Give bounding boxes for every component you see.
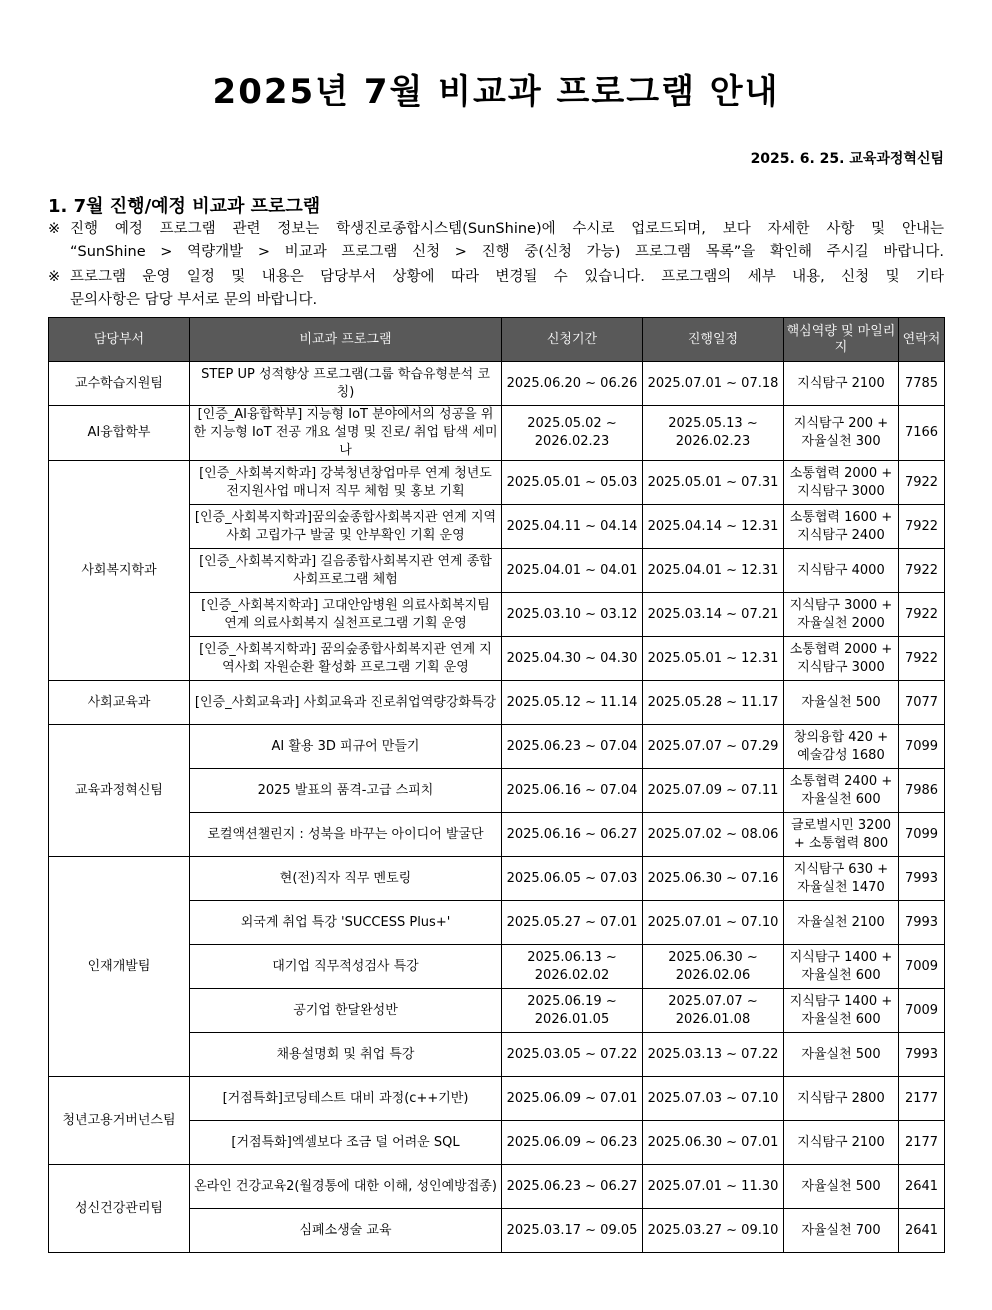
contact-cell: 7922: [899, 461, 945, 505]
date-line: 2025. 6. 25. 교육과정혁신팀: [750, 151, 944, 167]
program-cell: [인증_사회복지학과] 고대안암병원 의료사회복지팀 연계 의료사회복지 실천프로그램 기획 운영: [190, 593, 502, 637]
mileage-cell: 소통협력 2400 + 자율실천 600: [784, 769, 899, 813]
program-cell: [인증_사회복지학과] 길음종합사회복지관 연계 종합사회프로그램 체험: [190, 549, 502, 593]
contact-cell: 7785: [899, 362, 945, 406]
schedule-cell: 2025.07.09 ~ 07.11: [643, 769, 784, 813]
program-cell: [인증_사회복지학과]꿈의숲종합사회복지관 연계 지역사회 고립가구 발굴 및 안부확인 기획 운영: [190, 505, 502, 549]
mileage-cell: 글로벌시민 3200 + 소통협력 800: [784, 813, 899, 857]
program-cell: 온라인 건강교육2(월경통에 대한 이해, 성인예방접종): [190, 1165, 502, 1209]
mileage-cell: 지식탐구 200 + 자율실천 300: [784, 406, 899, 461]
apply-period-cell: 2025.05.01 ~ 05.03: [502, 461, 643, 505]
schedule-cell: 2025.06.30 ~ 07.01: [643, 1121, 784, 1165]
program-cell: 현(전)직자 직무 멘토링: [190, 857, 502, 901]
apply-period-cell: 2025.06.16 ~ 06.27: [502, 813, 643, 857]
header-schedule: 진행일정: [643, 318, 784, 362]
program-cell: [인증_AI융합학부] 지능형 IoT 분야에서의 성공을 위한 지능형 IoT 전공 개요 설명 및 진로/ 취업 탐색 세미나: [190, 406, 502, 461]
contact-cell: 7009: [899, 989, 945, 1033]
table-row: [49, 725, 945, 769]
apply-period-cell: 2025.06.23 ~ 06.27: [502, 1165, 643, 1209]
contact-cell: 7922: [899, 549, 945, 593]
program-cell: 공기업 한달완성반: [190, 989, 502, 1033]
program-cell: 심폐소생술 교육: [190, 1209, 502, 1253]
contact-cell: 7099: [899, 725, 945, 769]
schedule-cell: 2025.06.30 ~ 07.16: [643, 857, 784, 901]
note-line: 문의사항은 담당 부서로 문의 바랍니다.: [70, 292, 318, 308]
note-1: [48, 218, 944, 264]
schedule-cell: 2025.03.14 ~ 07.21: [643, 593, 784, 637]
note-2: [48, 266, 944, 312]
program-cell: 채용설명회 및 취업 특강: [190, 1033, 502, 1077]
mileage-cell: 소통협력 1600 + 지식탐구 2400: [784, 505, 899, 549]
schedule-cell: 2025.05.28 ~ 11.17: [643, 681, 784, 725]
schedule-cell: 2025.07.01 ~ 07.10: [643, 901, 784, 945]
apply-period-cell: 2025.06.20 ~ 06.26: [502, 362, 643, 406]
mileage-cell: 소통협력 2000 + 지식탐구 3000: [784, 637, 899, 681]
mileage-cell: 자율실천 700: [784, 1209, 899, 1253]
program-cell: 외국계 취업 특강 'SUCCESS Plus+': [190, 901, 502, 945]
apply-period-cell: 2025.03.17 ~ 09.05: [502, 1209, 643, 1253]
contact-cell: 7993: [899, 857, 945, 901]
mileage-cell: 자율실천 500: [784, 1165, 899, 1209]
apply-period-cell: 2025.05.02 ~ 2026.02.23: [502, 406, 643, 461]
program-cell: [인증_사회복지학과] 강북청년창업마루 연계 청년도전지원사업 매니저 직무 체험 및 홍보 기획: [190, 461, 502, 505]
table-row: [49, 1165, 945, 1209]
table-row: [49, 461, 945, 505]
contact-cell: 7009: [899, 945, 945, 989]
mileage-cell: 자율실천 500: [784, 681, 899, 725]
schedule-cell: 2025.05.13 ~ 2026.02.23: [643, 406, 784, 461]
header-contact: 연락처: [899, 318, 945, 362]
header-mileage: 핵심역량 및 마일리지: [784, 318, 899, 362]
contact-cell: 7099: [899, 813, 945, 857]
dept-cell: 성신건강관리팀: [49, 1165, 190, 1253]
dept-cell: AI융합학부: [49, 406, 190, 461]
dept-cell: 사회교육과: [49, 681, 190, 725]
program-cell: AI 활용 3D 피규어 만들기: [190, 725, 502, 769]
schedule-cell: 2025.04.14 ~ 12.31: [643, 505, 784, 549]
table-row: [49, 362, 945, 406]
apply-period-cell: 2025.06.09 ~ 06.23: [502, 1121, 643, 1165]
program-cell: [거점특화]엑셀보다 조금 덜 어려운 SQL: [190, 1121, 502, 1165]
program-cell: [인증_사회교육과] 사회교육과 진로취업역량강화특강: [190, 681, 502, 725]
mileage-cell: 지식탐구 2800: [784, 1077, 899, 1121]
schedule-cell: 2025.07.07 ~ 2026.01.08: [643, 989, 784, 1033]
contact-cell: 7922: [899, 637, 945, 681]
contact-cell: 7986: [899, 769, 945, 813]
apply-period-cell: 2025.06.13 ~ 2026.02.02: [502, 945, 643, 989]
contact-cell: 7993: [899, 901, 945, 945]
apply-period-cell: 2025.06.19 ~ 2026.01.05: [502, 989, 643, 1033]
schedule-cell: 2025.03.13 ~ 07.22: [643, 1033, 784, 1077]
mileage-cell: 지식탐구 1400 + 자율실천 600: [784, 989, 899, 1033]
schedule-cell: 2025.07.02 ~ 08.06: [643, 813, 784, 857]
apply-period-cell: 2025.06.23 ~ 07.04: [502, 725, 643, 769]
program-cell: [인증_사회복지학과] 꿈의숲종합사회복지관 연계 지역사회 자원순환 활성화 프로그램 기획 운영: [190, 637, 502, 681]
apply-period-cell: 2025.03.05 ~ 07.22: [502, 1033, 643, 1077]
table-row: [49, 681, 945, 725]
program-cell: [거점특화]코딩테스트 대비 과정(c++기반): [190, 1077, 502, 1121]
schedule-cell: 2025.03.27 ~ 09.10: [643, 1209, 784, 1253]
note-line: “SunShine > 역량개발 > 비교과 프로그램 신청 > 진행 중(신청 가능) 프로그램 목록”을 확인해 주시길 바랍니다.: [70, 244, 944, 260]
apply-period-cell: 2025.06.16 ~ 07.04: [502, 769, 643, 813]
mileage-cell: 지식탐구 3000 + 자율실천 2000: [784, 593, 899, 637]
program-cell: STEP UP 성적향상 프로그램(그룹 학습유형분석 코칭): [190, 362, 502, 406]
schedule-cell: 2025.05.01 ~ 07.31: [643, 461, 784, 505]
table-header-row: [49, 318, 945, 362]
apply-period-cell: 2025.04.11 ~ 04.14: [502, 505, 643, 549]
header-dept: 담당부서: [49, 318, 190, 362]
table-row: [49, 857, 945, 901]
apply-period-cell: 2025.05.27 ~ 07.01: [502, 901, 643, 945]
apply-period-cell: 2025.06.09 ~ 07.01: [502, 1077, 643, 1121]
apply-period-cell: 2025.04.01 ~ 04.01: [502, 549, 643, 593]
contact-cell: 7166: [899, 406, 945, 461]
schedule-cell: 2025.04.01 ~ 12.31: [643, 549, 784, 593]
note-line: 프로그램 운영 일정 및 내용은 담당부서 상황에 따라 변경될 수 있습니다. 프로그램의 세부 내용, 신청 및 기타: [70, 269, 944, 285]
schedule-cell: 2025.07.01 ~ 07.18: [643, 362, 784, 406]
schedule-cell: 2025.07.03 ~ 07.10: [643, 1077, 784, 1121]
header-apply: 신청기간: [502, 318, 643, 362]
note-mark: ※: [48, 269, 61, 285]
schedule-cell: 2025.07.01 ~ 11.30: [643, 1165, 784, 1209]
contact-cell: 2641: [899, 1165, 945, 1209]
dept-cell: 인재개발팀: [49, 857, 190, 1077]
mileage-cell: 자율실천 500: [784, 1033, 899, 1077]
schedule-cell: 2025.05.01 ~ 12.31: [643, 637, 784, 681]
program-table: [48, 317, 945, 1253]
mileage-cell: 지식탐구 2100: [784, 1121, 899, 1165]
schedule-cell: 2025.06.30 ~ 2026.02.06: [643, 945, 784, 989]
header-program: 비교과 프로그램: [190, 318, 502, 362]
mileage-cell: 소통협력 2000 + 지식탐구 3000: [784, 461, 899, 505]
note-mark: ※: [48, 221, 61, 237]
program-cell: 2025 발표의 품격-고급 스피치: [190, 769, 502, 813]
contact-cell: 7922: [899, 593, 945, 637]
apply-period-cell: 2025.03.10 ~ 03.12: [502, 593, 643, 637]
contact-cell: 7922: [899, 505, 945, 549]
dept-cell: 교육과정혁신팀: [49, 725, 190, 857]
contact-cell: 7993: [899, 1033, 945, 1077]
mileage-cell: 지식탐구 1400 + 자율실천 600: [784, 945, 899, 989]
note-line: 진행 예정 프로그램 관련 정보는 학생진로종합시스템(SunShine)에 수시로 업로드되며, 보다 자세한 사항 및 안내는: [70, 221, 944, 237]
contact-cell: 7077: [899, 681, 945, 725]
apply-period-cell: 2025.04.30 ~ 04.30: [502, 637, 643, 681]
program-cell: 로컬액션챌린지 : 성북을 바꾸는 아이디어 발굴단: [190, 813, 502, 857]
dept-cell: 교수학습지원팀: [49, 362, 190, 406]
dept-cell: 사회복지학과: [49, 461, 190, 681]
contact-cell: 2177: [899, 1077, 945, 1121]
mileage-cell: 창의융합 420 + 예술감성 1680: [784, 725, 899, 769]
program-cell: 대기업 직무적성검사 특강: [190, 945, 502, 989]
contact-cell: 2641: [899, 1209, 945, 1253]
apply-period-cell: 2025.06.05 ~ 07.03: [502, 857, 643, 901]
dept-cell: 청년고용거버넌스팀: [49, 1077, 190, 1165]
section-heading: 1. 7월 진행/예정 비교과 프로그램: [48, 196, 321, 217]
mileage-cell: 지식탐구 4000: [784, 549, 899, 593]
mileage-cell: 자율실천 2100: [784, 901, 899, 945]
schedule-cell: 2025.07.07 ~ 07.29: [643, 725, 784, 769]
table-row: [49, 1077, 945, 1121]
table-body: [49, 362, 945, 1253]
table-row: [49, 406, 945, 461]
contact-cell: 2177: [899, 1121, 945, 1165]
mileage-cell: 지식탐구 2100: [784, 362, 899, 406]
mileage-cell: 지식탐구 630 + 자율실천 1470: [784, 857, 899, 901]
page-title: 2025년 7월 비교과 프로그램 안내: [212, 72, 780, 112]
apply-period-cell: 2025.05.12 ~ 11.14: [502, 681, 643, 725]
